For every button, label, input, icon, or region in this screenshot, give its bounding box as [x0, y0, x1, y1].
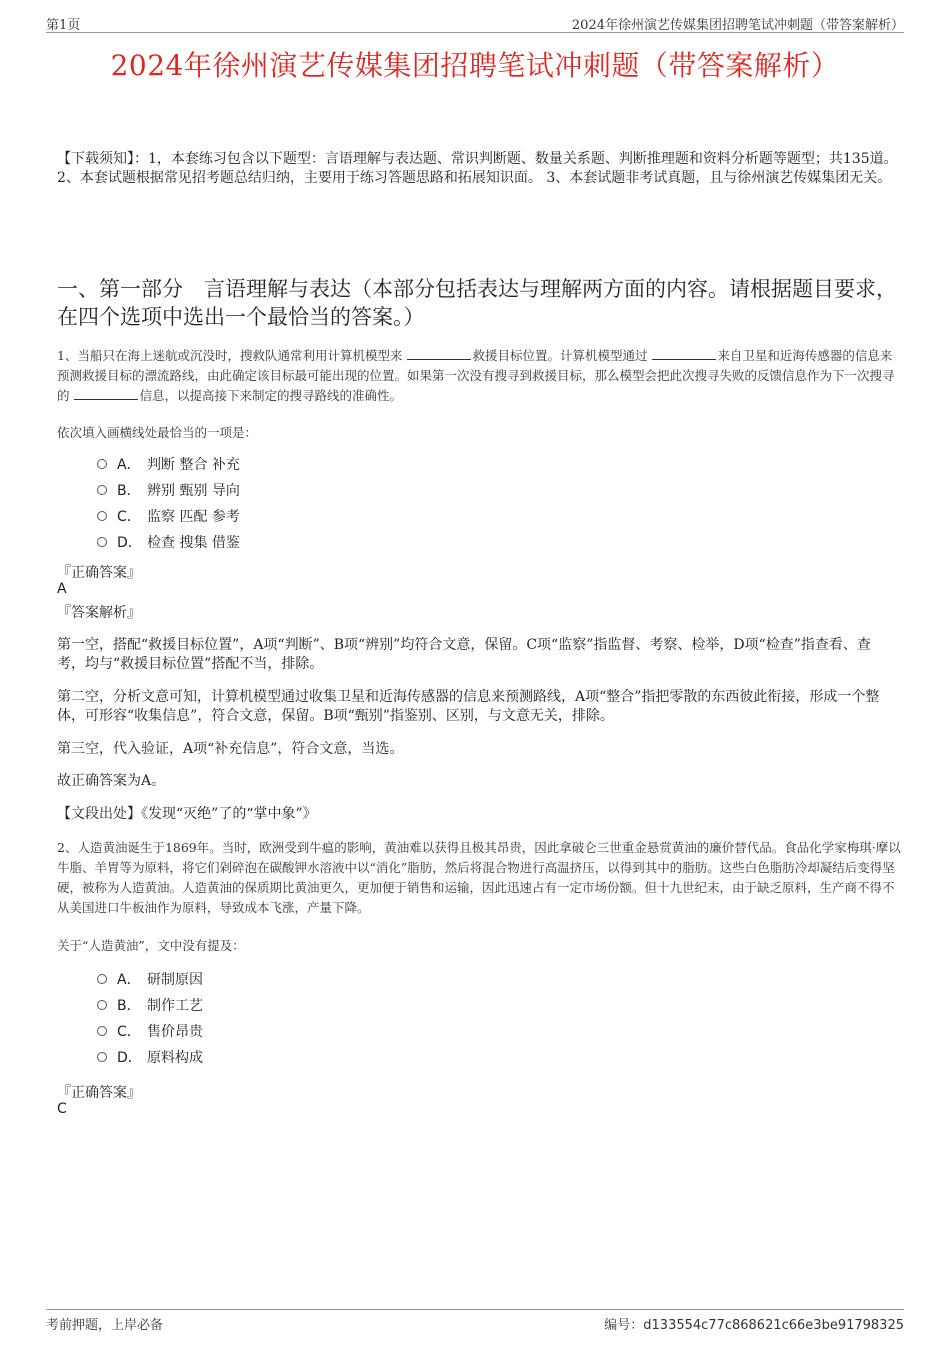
analysis-paragraph: 故正确答案为A。	[57, 773, 166, 789]
analysis-paragraph: 第三空，代入验证，A项“补充信息”，符合文意，当选。	[57, 741, 404, 757]
option-text: 原料构成	[147, 1050, 203, 1066]
option-letter: B．	[117, 998, 141, 1014]
question-2-stem-text: 2、人造黄油诞生于1869年。当时，欧洲受到牛瘟的影响，黄油难以获得且极其昂贵，因此拿破仑三世重金悬赏黄油的廉价替代品。食品化学家梅琪·摩以牛脂、羊胃等为原料，将它们剁碎泡在碳酸钾水溶液中以“消化”脂肪，然后将混合物进行高温挤压，以得到其中的脂肪。这些白色脂肪冷却凝结后变得坚硬，被称为人造黄油。人造黄油的保质期比黄油更久，更加便于销售和运输，因此迅速占有一定市场份额。但十九世纪末，由于缺乏原料，生产商不得不从美国进口牛板油作为原料，导致成本飞涨，产量下降。	[57, 840, 901, 915]
header-divider	[46, 32, 904, 33]
answer-label: 『正确答案』	[57, 565, 141, 581]
option-letter: C．	[117, 509, 141, 525]
option-letter: C．	[117, 1024, 141, 1040]
option-text: 监察 匹配 参考	[147, 509, 240, 525]
question-1-option-d[interactable]	[97, 533, 240, 553]
analysis-paragraph: 第二空，分析文意可知，计算机模型通过收集卫星和近海传感器的信息来预测路线，A项“整合”指把零散的东西彼此衔接，形成一个整体，可形容“收集信息”，符合文意，保留。B项“甄别”指鉴别、区别，与文意无关，排除。	[57, 689, 880, 724]
option-letter: D．	[117, 535, 142, 551]
radio-icon[interactable]	[97, 511, 107, 521]
radio-icon[interactable]	[97, 459, 107, 469]
option-letter: A．	[117, 972, 141, 988]
footer-slogan: 考前押题，上岸必备	[46, 1318, 164, 1333]
code-value: d133554c77c868621c66e3be91798325	[643, 1318, 904, 1333]
correct-answer: A	[57, 581, 67, 597]
document-title: 2024年徐州演艺传媒集团招聘笔试冲刺题（带答案解析）	[110, 49, 840, 82]
radio-icon[interactable]	[97, 974, 107, 984]
analysis-label: 『答案解析』	[57, 605, 141, 621]
question-1-option-b[interactable]	[97, 481, 240, 501]
question-2-option-c[interactable]	[97, 1022, 203, 1042]
fill-blank	[652, 347, 716, 360]
document-code	[604, 1314, 904, 1333]
answer-label: 『正确答案』	[57, 1085, 141, 1101]
question-1-stem	[57, 346, 902, 406]
running-header-title: 2024年徐州演艺传媒集团招聘笔试冲刺题（带答案解析）	[571, 18, 904, 33]
q1-stem-part: 信息，以提高接下来制定的搜寻路线的准确性。	[139, 388, 402, 403]
analysis-paragraph: 第一空，搭配“救援目标位置”，A项“判断”、B项“辨别”均符合文意，保留。C项“监察”指监督、考察、检举，D项“检查”指查看、查考，均与“救援目标位置”搭配不当，排除。	[57, 637, 871, 672]
option-letter: D．	[117, 1050, 142, 1066]
q1-stem-part: 来自卫星和近海传感器的信息来预测救援目标的漂流路线，由此确定该目标最可能出现的位置。如果第一次没有搜寻到救援目标，那么模型会把此次搜寻失败的反馈信息作为下一次搜寻的	[57, 348, 895, 403]
q1-stem-part: 1、当船只在海上迷航或沉没时，搜救队通常利用计算机模型来	[57, 348, 407, 363]
page-number: 第1页	[46, 18, 81, 33]
question-1-option-c[interactable]	[97, 507, 240, 527]
option-text: 辨别 甄别 导向	[147, 483, 240, 499]
q1-stem-part: 救援目标位置。计算机模型通过	[472, 348, 652, 363]
radio-icon[interactable]	[97, 1000, 107, 1010]
source-citation: 【文段出处】《发现“灭绝”了的“掌中象”》	[57, 806, 317, 822]
code-label: 编号：	[604, 1318, 644, 1333]
section-heading: 一、第一部分 言语理解与表达（本部分包括表达与理解两方面的内容。请根据题目要求，在四个选项中选出一个最恰当的答案。）	[57, 277, 897, 329]
question-2-option-d[interactable]	[97, 1048, 203, 1068]
question-1-option-a[interactable]	[97, 455, 240, 475]
option-letter: B．	[117, 483, 141, 499]
option-text: 售价昂贵	[147, 1024, 203, 1040]
question-2-prompt: 关于“人造黄油”，文中没有提及：	[57, 938, 245, 953]
footer-divider	[46, 1309, 904, 1310]
fill-blank	[407, 347, 471, 360]
radio-icon[interactable]	[97, 485, 107, 495]
question-2-option-b[interactable]	[97, 996, 203, 1016]
radio-icon[interactable]	[97, 1052, 107, 1062]
radio-icon[interactable]	[97, 1026, 107, 1036]
question-1-prompt: 依次填入画横线处最恰当的一项是：	[57, 425, 258, 440]
option-text: 研制原因	[147, 972, 203, 988]
option-letter: A．	[117, 457, 141, 473]
option-text: 检查 搜集 借鉴	[147, 535, 240, 551]
option-text: 制作工艺	[147, 998, 203, 1014]
correct-answer: C	[57, 1101, 67, 1117]
option-text: 判断 整合 补充	[147, 457, 240, 473]
download-notice: 【下载须知】：1，本套练习包含以下题型：言语理解与表达题、常识判断题、数量关系题、判断推理题和资料分析题等题型；共135道。 2、本套试题根据常见招考题总结归纳，主要用于练习答题思路和拓展知识面。 3、本套试题非考试真题，且与徐州演艺传媒集团无关。	[57, 151, 898, 186]
radio-icon[interactable]	[97, 537, 107, 547]
fill-blank	[74, 387, 138, 400]
question-2-option-a[interactable]	[97, 970, 203, 990]
